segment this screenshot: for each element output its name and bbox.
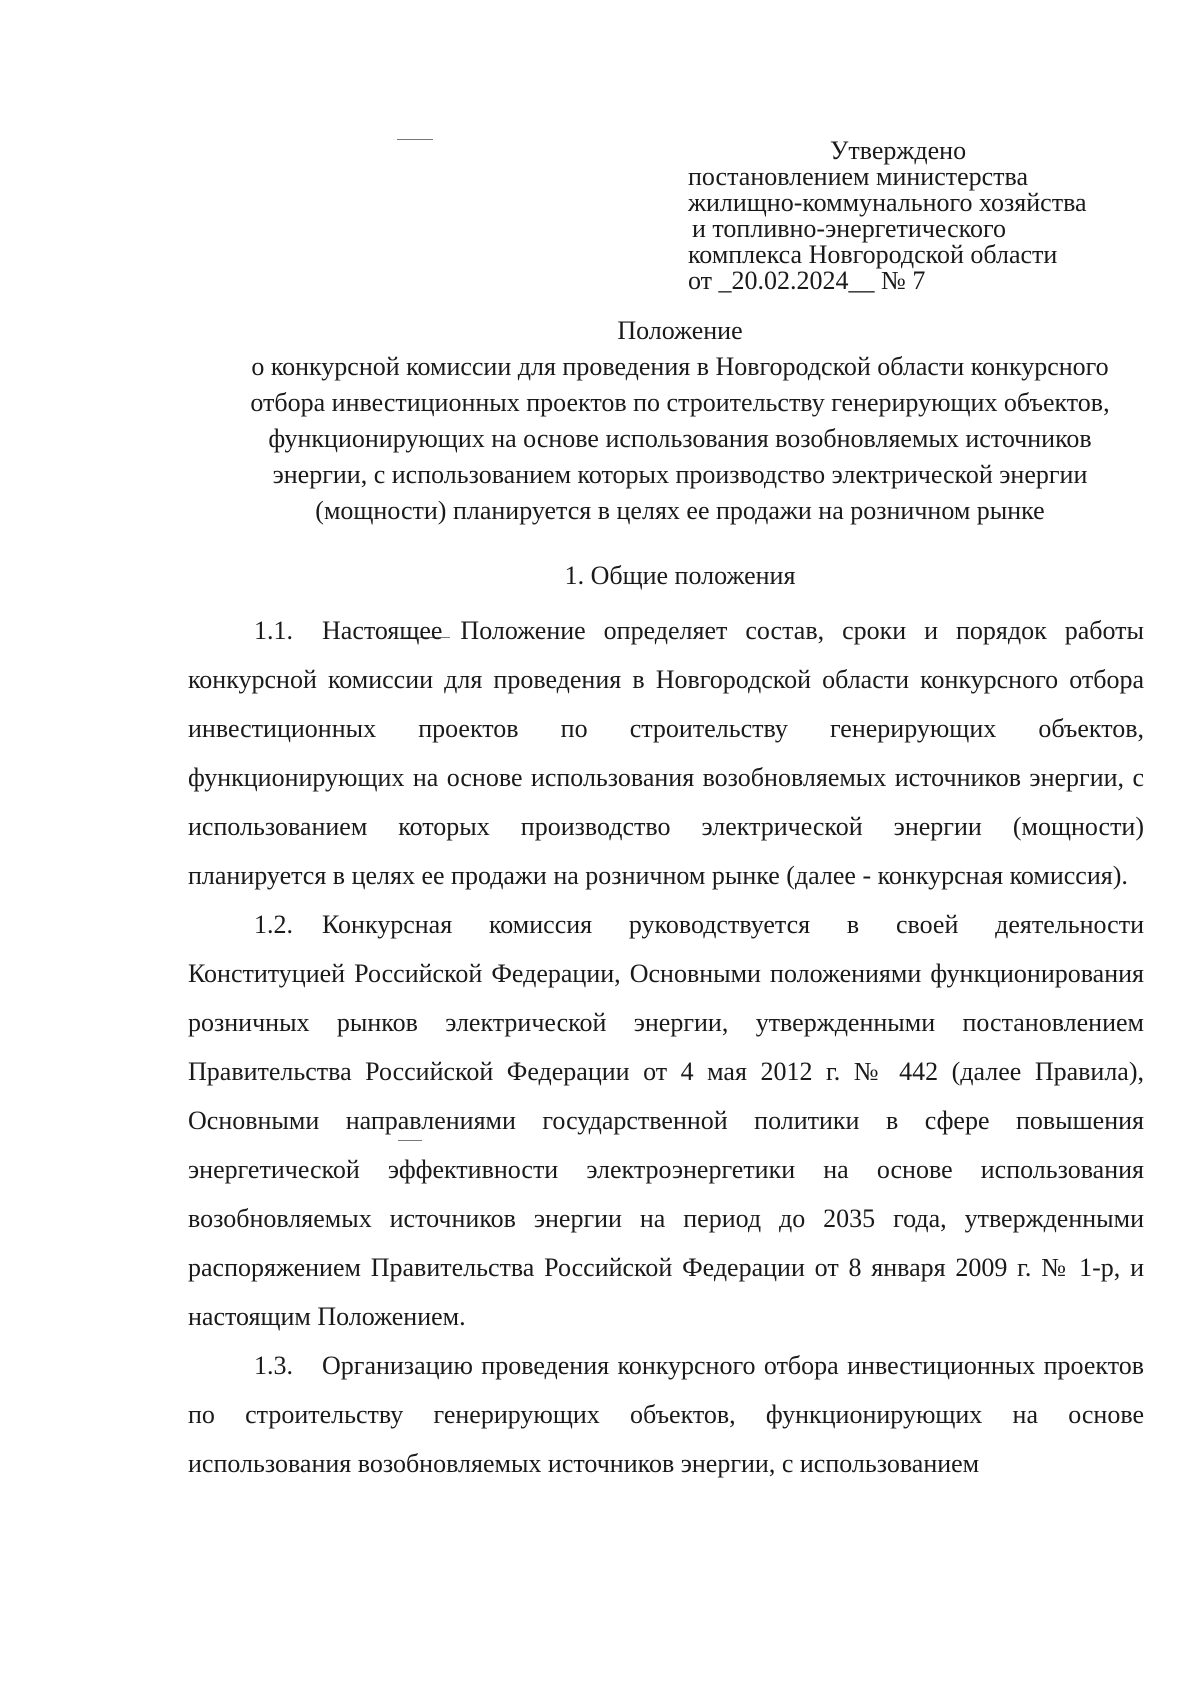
paragraph-1-1 (188, 606, 1144, 900)
paragraph-text: Конкурсная комиссия руководствуется в своей деятельности Конституцией Российской Федерации, Основными положениями функционирования розничных рынков электрической энергии, утвержденными постановлением Правительства Российской Федерации от 4 мая 2012 г. № 442 (далее Правила), Основными направлениями государственной политики в сфере повышения энергетической эффективности электроэнергетики на основе использования возобновляемых источников энергии на период до 2035 года, утвержденными распоряжением Правительства Российской Федерации от 8 января 2009 г. № 1-р, и настоящим Положением. (188, 910, 1144, 1331)
document-body (188, 606, 1144, 1488)
paragraph-1-2 (188, 900, 1144, 1341)
paragraph-1-3 (188, 1341, 1144, 1488)
approval-date-number: от _20.02.2024__ № 7 (688, 266, 926, 295)
paragraph-text: Настоящее Положение определяет состав, сроки и порядок работы конкурсной комиссии для проведения в Новгородской области конкурсного отбора инвестиционных проектов по строительству генерирующих объектов, функционирующих на основе использования возобновляемых источников энергии, с использованием которых производство электрической энергии (мощности) планируется в целях ее продажи на розничном рынке (далее - конкурсная комиссия). (188, 616, 1144, 890)
approval-heading: Утверждено (830, 136, 967, 165)
title-line: энергии, с использованием которых производство электрической энергии (272, 460, 1088, 489)
title-line: (мощности) планируется в целях ее продажи на розничном рынке (315, 496, 1045, 525)
scan-mark (397, 139, 433, 140)
title-line: функционирующих на основе использования возобновляемых источников (268, 424, 1092, 453)
document-title (150, 313, 1200, 529)
title-line: отбора инвестиционных проектов по строительству генерирующих объектов, (250, 388, 1110, 417)
paragraph-number: 1.2. (254, 910, 293, 939)
paragraph-text: Организацию проведения конкурсного отбора инвестиционных проектов по строительству генерирующих объектов, функционирующих на основе использования возобновляемых источников энергии, с использованием (188, 1351, 1144, 1478)
approval-line: постановлением министерства (688, 162, 1029, 191)
approval-line: жилищно-коммунального хозяйства (688, 188, 1087, 217)
title-word: Положение (617, 316, 743, 345)
approval-line: и топливно-энергетического (692, 214, 1006, 243)
approval-stamp (688, 138, 1158, 294)
paragraph-number: 1.1. (254, 616, 293, 645)
approval-line: комплекса Новгородской области (688, 240, 1058, 269)
section-heading: 1. Общие положения (564, 561, 796, 590)
title-line: о конкурсной комиссии для проведения в Новгородской области конкурсного (251, 352, 1109, 381)
paragraph-number: 1.3. (254, 1351, 293, 1380)
